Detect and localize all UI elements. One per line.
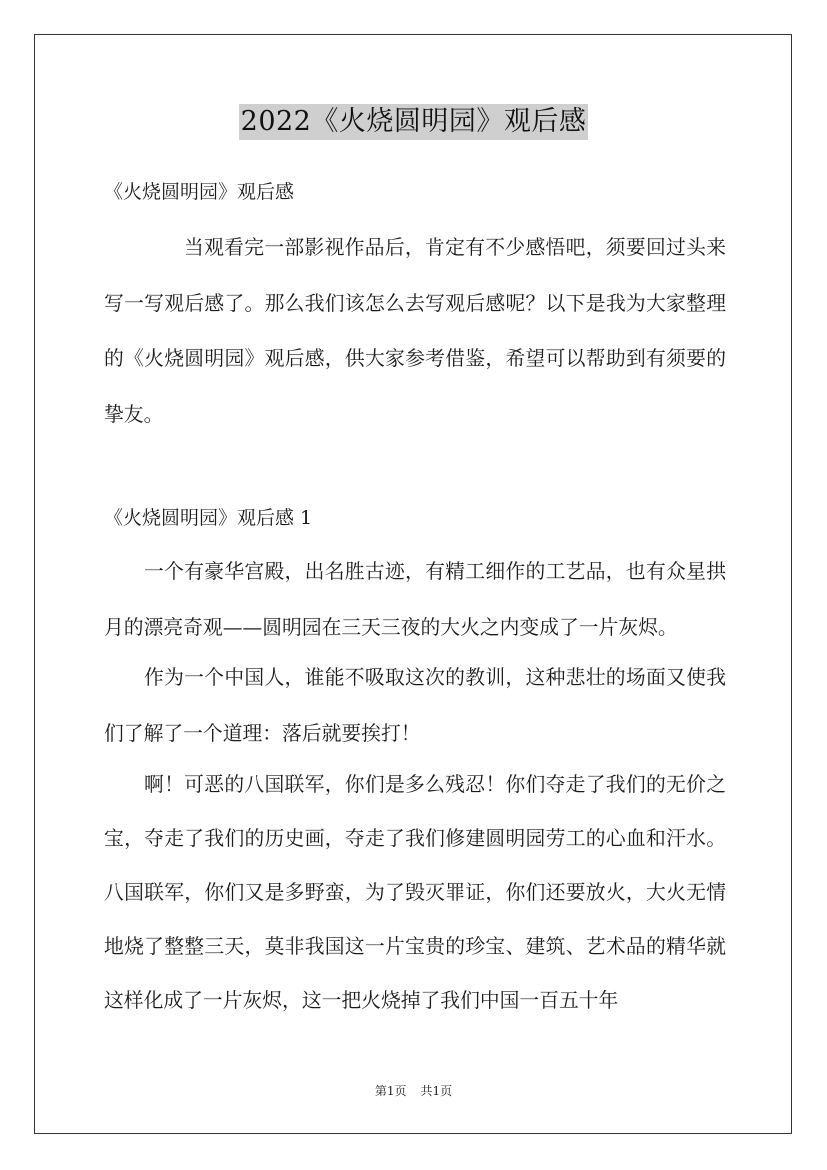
page-total: 共1页 (420, 1084, 453, 1098)
page-footer (0, 1083, 827, 1099)
body-paragraph-2: 作为一个中国人，谁能不吸取这次的教训，这种悲壮的场面又使我们了解了一个道理：落后就要挨打！ (104, 666, 726, 745)
body-paragraph-1: 一个有豪华宫殿，出名胜古迹，有精工细作的工艺品，也有众星拱月的漂亮奇观——圆明园在三天三夜的大火之内变成了一片灰烬。 (104, 560, 726, 639)
section-heading: 《火烧圆明园》观后感 1 (104, 507, 313, 529)
title-container (0, 104, 827, 140)
document-title: 2022《火烧圆明园》观后感 (239, 104, 589, 140)
body-paragraph-3: 啊！可恶的八国联军，你们是多么残忍！你们夺走了我们的无价之宝，夺走了我们的历史画，夺走了我们修建圆明园劳工的心血和汗水。八国联军，你们又是多野蛮，为了毁灭罪证，你们还要放火，大火无情地烧了整整三天，莫非我国这一片宝贵的珍宝、建筑、艺术品的精华就这样化成了一片灰烬，这一把火烧掉了我们中国一百五十年 (104, 773, 726, 1012)
page-number: 第1页 (374, 1084, 407, 1098)
document-subtitle: 《火烧圆明园》观后感 (104, 181, 295, 203)
intro-paragraph: 当观看完一部影视作品后，肯定有不少感悟吧，须要回过头来写一写观后感了。那么我们该怎么去写观后感呢？以下是我为大家整理的《火烧圆明园》观后感，供大家参考借鉴，希望可以帮助到有须要的挚友。 (104, 236, 726, 426)
